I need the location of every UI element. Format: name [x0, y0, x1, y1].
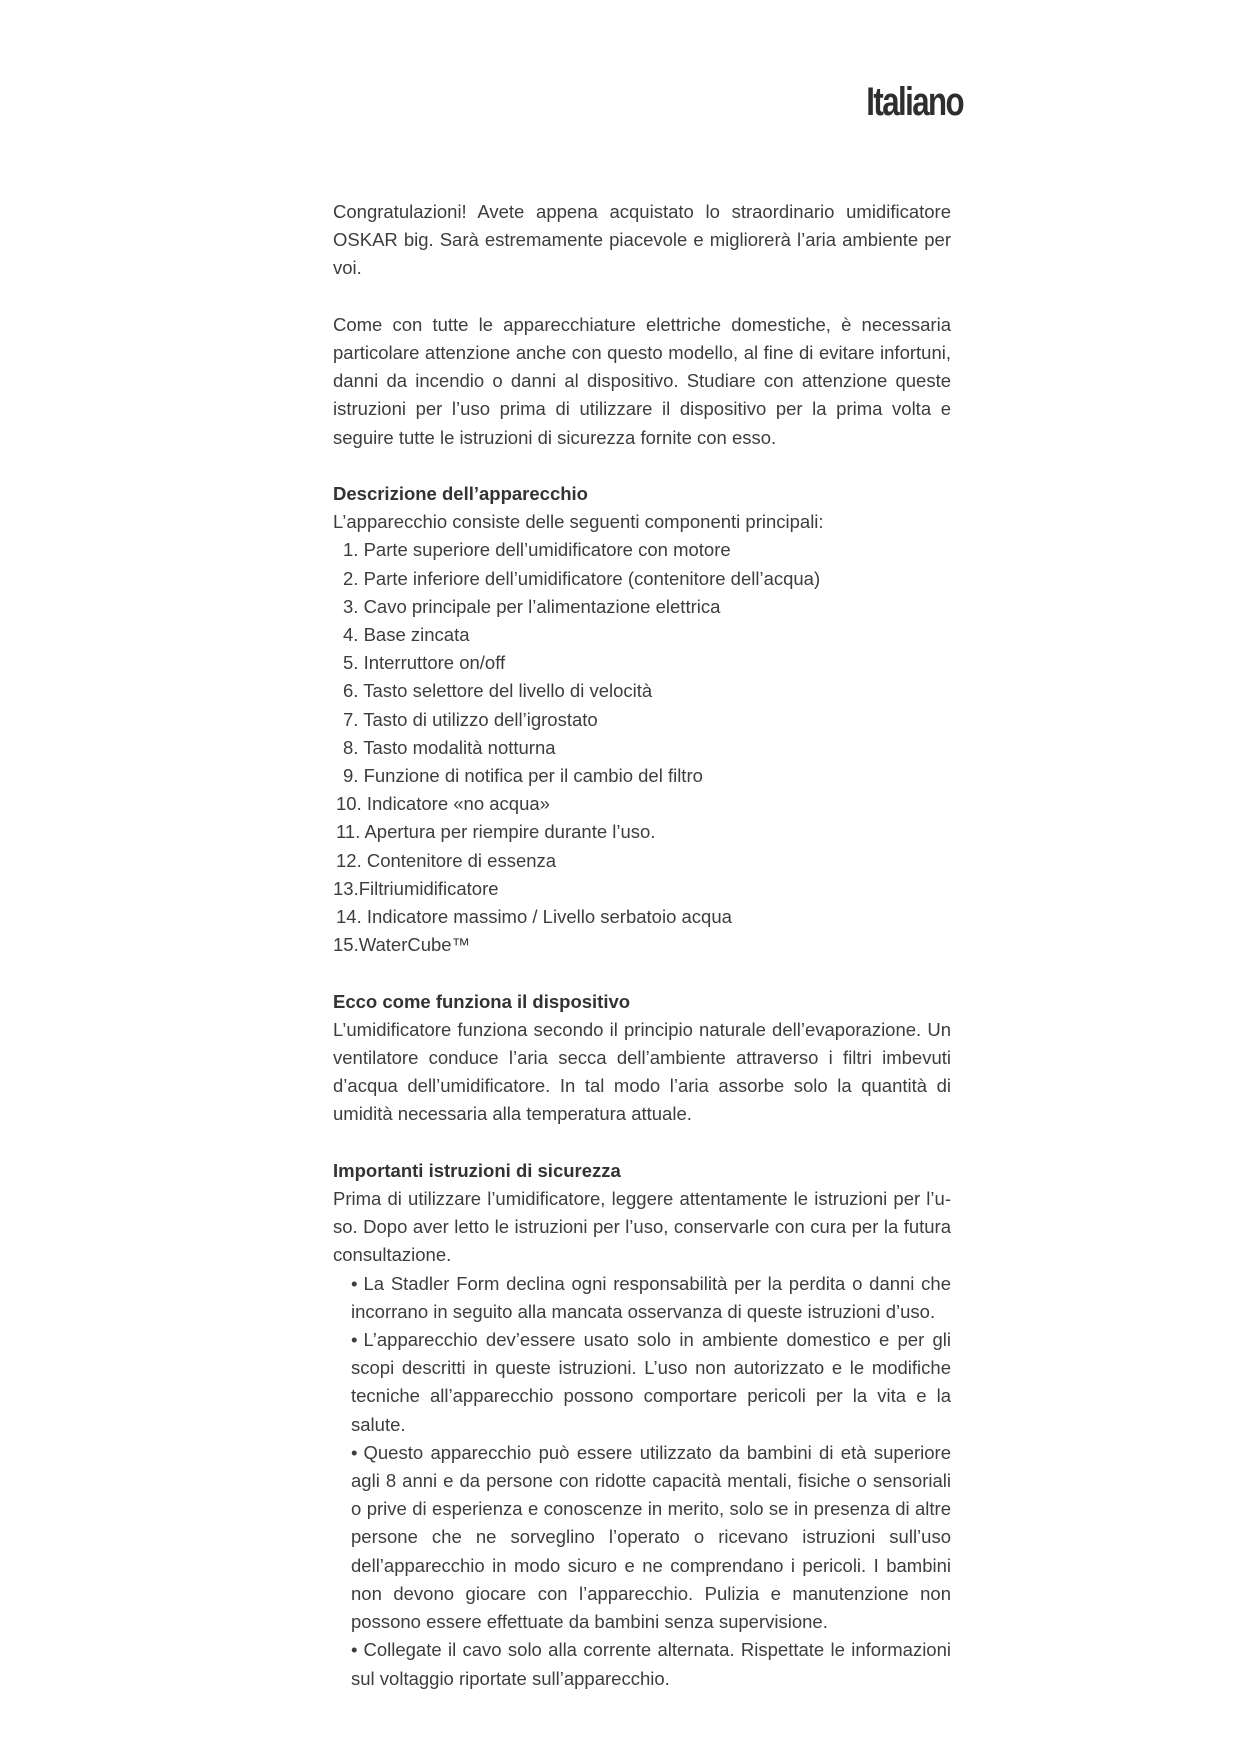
list-item: 1. Parte superiore dell’umidificatore con motore: [343, 539, 731, 561]
list-item: 11. Apertura per riempire durante l’uso.: [336, 821, 656, 843]
document-body: [333, 198, 951, 1693]
intro-paragraph-2: Come con tutte le apparecchiature elettriche domestiche, è necessaria particolare attenzione anche con questo modello, al fine di evitare infortuni, danni da incendio o danni al dispositivo. Studiare con attenzione queste istruzioni per l’uso prima di utilizzare il dispositivo per la prima volta e seguire tutte le istruzioni di sicurezza fornite con esso.: [333, 313, 951, 448]
list-item: 15.WaterCube™: [333, 934, 471, 956]
safety-bullet-list: [333, 1270, 951, 1693]
bullet-icon: •: [351, 1272, 358, 1294]
intro-paragraph-1: Congratulazioni! Avete appena acquistato lo straordinario umidificatore OSKAR big. Sarà estremamente piacevole e migliorerà l’aria ambiente per voi.: [333, 201, 951, 279]
list-item: 10. Indicatore «no acqua»: [336, 793, 550, 815]
list-item: 8. Tasto modalità notturna: [343, 736, 556, 758]
list-item: 9. Funzione di notifica per il cambio del filtro: [343, 765, 703, 787]
description-intro: L’apparecchio consiste delle seguenti componenti principali:: [333, 511, 824, 533]
list-item: 7. Tasto di utilizzo dell’igrostato: [343, 708, 598, 730]
list-item: 13.Filtriumidificatore: [333, 877, 499, 899]
bullet-text: La Stadler Form declina ogni responsabilità per la perdita o danni che incorrano in seguito alla mancata osservanza di queste istruzioni d’uso.: [351, 1272, 951, 1322]
list-item: 14. Indicatore massimo / Livello serbatoio acqua: [336, 906, 732, 928]
list-item: 3. Cavo principale per l’alimentazione elettrica: [343, 595, 721, 617]
description-heading: Descrizione dell’apparecchio: [333, 483, 588, 504]
how-it-works-heading: Ecco come funziona il dispositivo: [333, 990, 631, 1012]
list-item: [351, 1439, 951, 1636]
language-header: Italiano: [866, 80, 963, 124]
component-list: [333, 536, 951, 959]
bullet-text: Collegate il cavo solo alla corrente alternata. Rispettate le informazioni sul voltaggio riportate sull’apparecchio.: [351, 1639, 951, 1689]
list-item: [351, 1636, 951, 1692]
bullet-icon: •: [351, 1639, 358, 1661]
list-item: 4. Base zincata: [343, 624, 470, 646]
list-item: 12. Contenitore di essenza: [336, 849, 557, 871]
bullet-icon: •: [351, 1441, 358, 1463]
how-it-works-text: L’umidificatore funziona secondo il principio naturale dell’evaporazione. Un ventilatore conduce l’aria secca dell’ambiente attraverso i filtri imbevuti d’acqua dell’umidificatore. In tal modo l’aria assorbe solo la quantità di umidità necessaria alla temperatura attuale.: [333, 1018, 951, 1125]
list-item: 5. Interruttore on/off: [343, 652, 506, 674]
bullet-text: L’apparecchio dev’essere usato solo in ambiente domestico e per gli scopi descritti in queste istruzioni. L’uso non autorizzato e le modifiche tecniche all’apparecchio possono comportare pericoli per la vita e la salute.: [351, 1329, 951, 1435]
bullet-icon: •: [351, 1329, 358, 1351]
list-item: [351, 1326, 951, 1439]
list-item: [351, 1270, 951, 1326]
bullet-text: Questo apparecchio può essere utilizzato da bambini di età superiore agli 8 anni e da persone con ridotte capacità mentali, fisiche o sensoriali o prive di esperienza e conoscenze in merito, solo se in presenza di altre persone che ne sorveglino l’operato o ricevano istruzioni sull’uso dell’apparecchio in modo sicuro e ne comprendano i pericoli. I bambini non devono giocare con l’apparecchio. Pulizia e manutenzione non possono essere effettuate da bambini senza supervisione.: [351, 1441, 951, 1633]
list-item: 6. Tasto selettore del livello di velocità: [343, 680, 653, 702]
spacer: [333, 452, 951, 480]
list-item: 2. Parte inferiore dell’umidificatore (contenitore dell’acqua): [343, 567, 821, 589]
spacer: [333, 959, 951, 987]
safety-intro: Prima di utilizzare l’umidificatore, leggere attentamente le istruzioni per l’uso. Dopo aver letto le istruzioni per l’uso, conservarle con cura per la futura consultazione.: [333, 1188, 951, 1266]
safety-heading: Importanti istruzioni di sicurezza: [333, 1159, 621, 1181]
spacer: [333, 283, 951, 311]
spacer: [333, 1129, 951, 1157]
